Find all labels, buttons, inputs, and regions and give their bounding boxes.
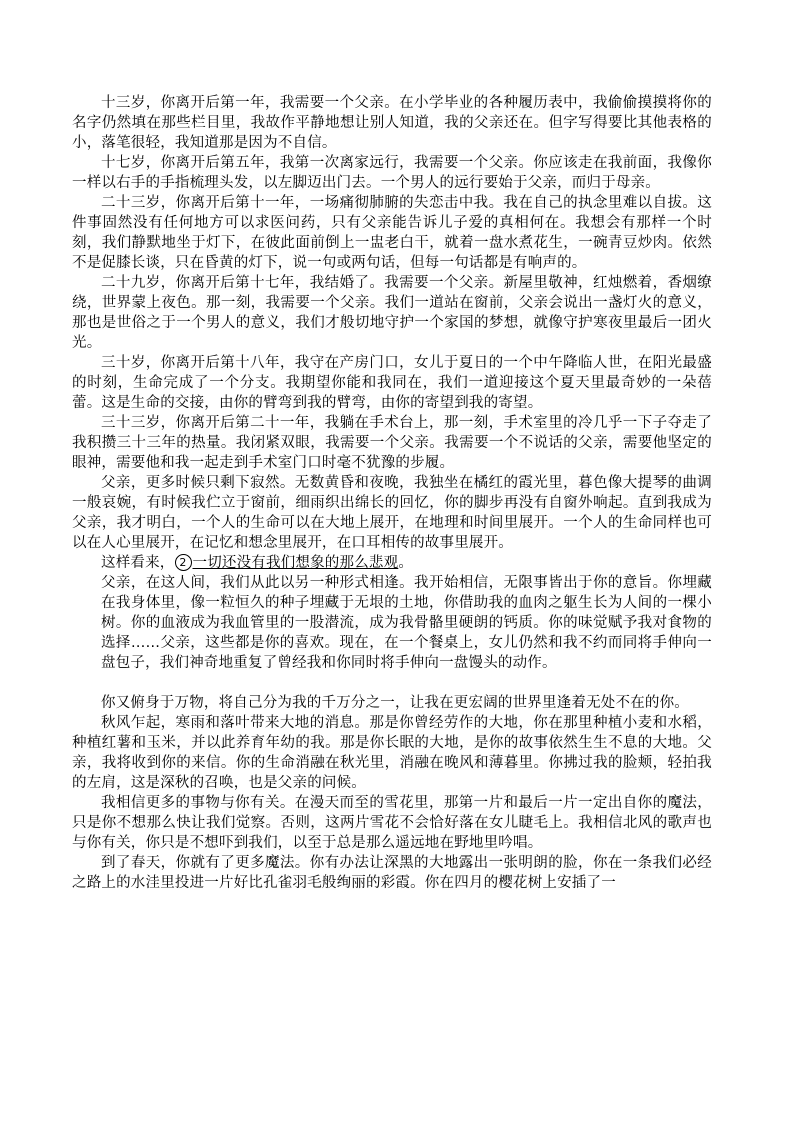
marked-sentence-line <box>72 553 712 573</box>
paragraph-autumn: 秋风乍起，寒雨和落叶带来大地的消息。那是你曾经劳作的大地，你在那里种植小麦和水稻，种植红薯和玉米，并以此养育年幼的我。那是你长眠的大地，是你的故事依然生生不息的大地。父亲，我将收到你的来信。你的生命消融在秋光里，消融在晚风和薄暮里。你拂过我的脸颊，轻拍我的左肩，这是深秋的召唤，也是父亲的问候。 <box>72 715 712 791</box>
underlined-text: 一切还没有我们想象的那么悲观 <box>192 555 399 571</box>
paragraph-father-silence: 父亲，更多时候只剩下寂然。无数黄昏和夜晚，我独坐在橘红的霞光里，暮色像大提琴的曲调一般哀婉，有时候我伫立于窗前，细雨织出绵长的回忆，你的脚步再没有自窗外响起。直到我成为父亲，我才明白，一个人的生命可以在大地上展开，在地理和时间里展开。一个人的生命同样也可以在人心里展开，在记忆和想念里展开，在口耳相传的故事里展开。 <box>72 475 712 551</box>
paragraph-age-30: 三十岁，你离开后第十八年，我守在产房门口，女儿于夏日的一个中午降临人世，在阳光最盛的时刻，生命完成了一个分支。我期望你能和我同在，我们一道迎接这个夏天里最奇妙的一朵蓓蕾。这是生命的交接，由你的臂弯到我的臂弯，由你的寄望到我的寄望。 <box>72 355 712 411</box>
paragraph-age-29: 二十九岁，你离开后第十七年，我结婚了。我需要一个父亲。新屋里敬神，红烛燃着，香烟缭绕，世界蒙上夜色。那一刻，我需要一个父亲。我们一道站在窗前，父亲会说出一盏灯火的意义，那也是世俗之于一个男人的意义，我们才般切地守护一个家国的梦想，就像守护寒夜里最后一团火光。 <box>72 275 712 351</box>
paragraph-reunion: 父亲，在这人间，我们从此以另一种形式相逢。我开始相信，无限事皆出于你的意旨。你埋藏在我身体里，像一粒恒久的种子埋藏于无垠的土地，你借助我的血肉之躯生长为人间的一棵小树。你的血液成为我血管里的一股潜流，成为我骨骼里硬朗的钙质。你的味觉赋予我对食物的选择……父亲，这些都是你的喜欢。现在，在一个餐桌上，女儿仍然和我不约而同将手伸向一盘包子，我们神奇地重复了曾经我和你同时将手伸向一盘馒头的动作。 <box>101 575 712 671</box>
paragraph-age-23: 二十三岁，你离开后第十一年，一场痛彻肺腑的失恋击中我。我在自己的执念里难以自拔。这件事固然没有任何地方可以求医问药，只有父亲能告诉儿子爱的真相何在。我想会有那样一个时刻，我们静默地坐于灯下，在彼此面前倒上一盅老白干，就着一盘水煮花生，一碗青豆炒肉。依然不是促膝长谈，只在昏黄的灯下，说一句或两句话，但每一句话都是有响声的。 <box>72 195 712 271</box>
paragraph-snow: 我相信更多的事物与你有关。在漫天而至的雪花里，那第一片和最后一片一定出自你的魔法，只是你不想那么快让我们觉察。否则，这两片雪花不会恰好落在女儿睫毛上。我相信北风的歌声也与你有关，你只是不想吓到我们，以至于总是那么遥远地在野地里吟唱。 <box>72 795 712 851</box>
article-body <box>72 93 712 893</box>
question-marker-circle: 2 <box>175 554 192 571</box>
underlined-sentence <box>175 555 399 571</box>
paragraph-age-13: 十三岁，你离开后第一年，我需要一个父亲。在小学毕业的各种履历表中，我偷偷摸摸将你的名字仍然填在那些栏目里，我故作平静地想让别人知道，我的父亲还在。但字写得要比其他表格的小，落笔很轻，我知道那是因为不自信。 <box>72 95 712 151</box>
marked-lead: 这样看来， <box>101 555 175 571</box>
paragraph-spring: 到了春天，你就有了更多魔法。你有办法让深黑的大地露出一张明朗的脸，你在一条我们必经之路上的水洼里投进一片好比孔雀羽毛般绚丽的彩霞。你在四月的樱花树上安插了一 <box>72 855 712 891</box>
paragraph-age-33: 三十三岁，你离开后第二十一年，我躺在手术台上，那一刻，手术室里的冷几乎一下子夺走了我积攒三十三年的热量。我闭紧双眼，我需要一个父亲。我需要一个不说话的父亲，需要他坚定的眼神，需要他和我一起走到手术室门口时毫不犹豫的步履。 <box>72 415 712 471</box>
marked-tail: 。 <box>398 555 414 571</box>
paragraph-everything: 你又俯身于万物，将自己分为我的千万分之一，让我在更宏阔的世界里逢着无处不在的你。 <box>101 695 689 711</box>
blank-line <box>72 673 712 693</box>
paragraph-age-17: 十七岁，你离开后第五年，我第一次离家远行，我需要一个父亲。你应该走在我前面，我像你一样以右手的手指梳理头发，以左脚迈出门去。一个男人的远行要始于父亲，而归于母亲。 <box>72 155 712 191</box>
